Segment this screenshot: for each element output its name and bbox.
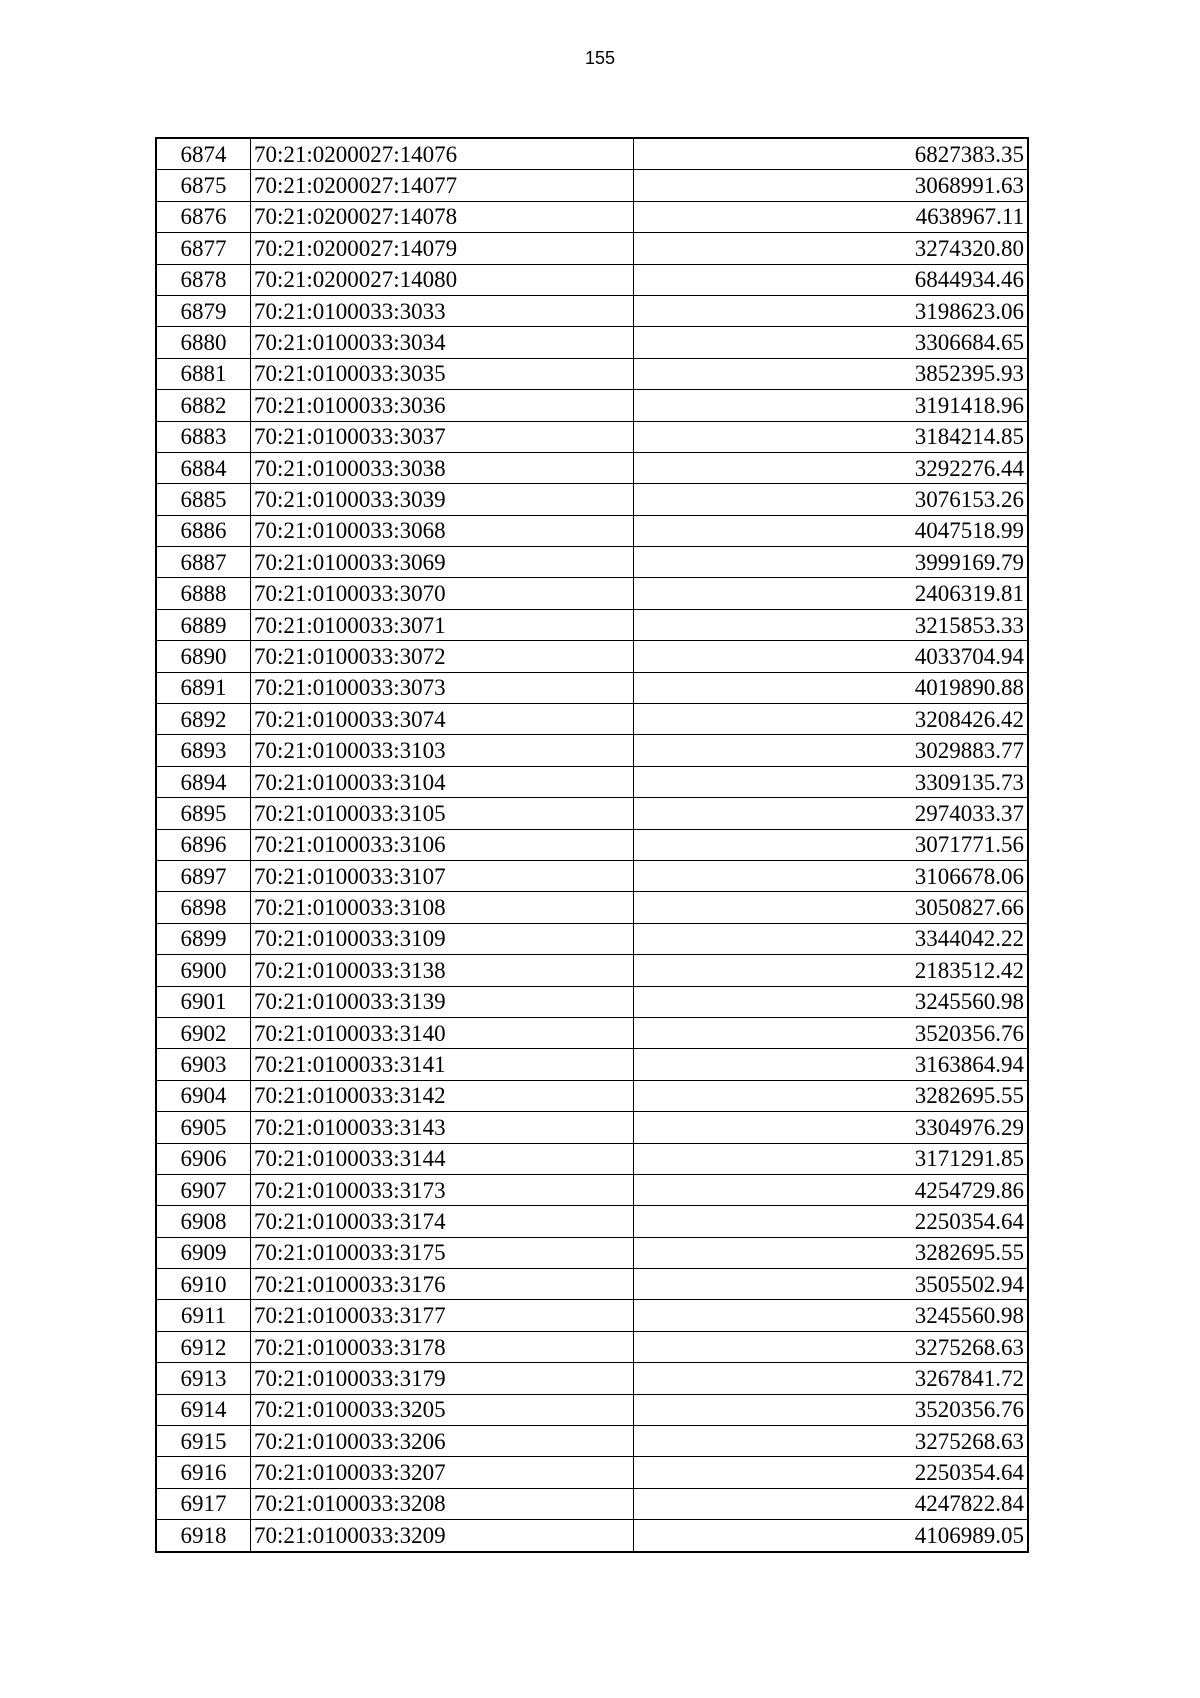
row-number-cell: 6875 xyxy=(156,170,251,201)
value-cell: 3274320.80 xyxy=(634,233,1029,264)
value-cell: 3267841.72 xyxy=(634,1363,1029,1394)
value-cell: 2406319.81 xyxy=(634,578,1029,609)
value-cell: 2250354.64 xyxy=(634,1457,1029,1488)
row-number-cell: 6889 xyxy=(156,609,251,640)
table-row xyxy=(156,1112,1028,1143)
cadastral-number-cell: 70:21:0100033:3033 xyxy=(251,295,634,326)
value-cell: 3245560.98 xyxy=(634,1300,1029,1331)
value-cell: 3309135.73 xyxy=(634,766,1029,797)
table-row xyxy=(156,1457,1028,1488)
cadastral-number-cell: 70:21:0200027:14080 xyxy=(251,264,634,295)
value-cell: 2183512.42 xyxy=(634,955,1029,986)
row-number-cell: 6901 xyxy=(156,986,251,1017)
cadastral-number-cell: 70:21:0100033:3107 xyxy=(251,860,634,891)
cadastral-number-cell: 70:21:0100033:3072 xyxy=(251,641,634,672)
value-cell: 3306684.65 xyxy=(634,327,1029,358)
table-row xyxy=(156,452,1028,483)
value-cell: 3208426.42 xyxy=(634,704,1029,735)
value-cell: 3184214.85 xyxy=(634,421,1029,452)
cadastral-number-cell: 70:21:0100033:3139 xyxy=(251,986,634,1017)
table-row xyxy=(156,295,1028,326)
table-row xyxy=(156,641,1028,672)
row-number-cell: 6908 xyxy=(156,1206,251,1237)
value-cell: 3282695.55 xyxy=(634,1080,1029,1111)
row-number-cell: 6896 xyxy=(156,829,251,860)
value-cell: 3304976.29 xyxy=(634,1112,1029,1143)
table-row xyxy=(156,201,1028,232)
row-number-cell: 6916 xyxy=(156,1457,251,1488)
table-row xyxy=(156,421,1028,452)
cadastral-number-cell: 70:21:0100033:3205 xyxy=(251,1394,634,1425)
table-row xyxy=(156,547,1028,578)
table-row xyxy=(156,892,1028,923)
value-cell: 4033704.94 xyxy=(634,641,1029,672)
row-number-cell: 6876 xyxy=(156,201,251,232)
row-number-cell: 6881 xyxy=(156,358,251,389)
table-row xyxy=(156,390,1028,421)
row-number-cell: 6897 xyxy=(156,860,251,891)
cadastral-number-cell: 70:21:0100033:3109 xyxy=(251,923,634,954)
cadastral-number-cell: 70:21:0100033:3035 xyxy=(251,358,634,389)
cadastral-number-cell: 70:21:0100033:3038 xyxy=(251,452,634,483)
cadastral-number-cell: 70:21:0100033:3176 xyxy=(251,1269,634,1300)
table-row xyxy=(156,1237,1028,1268)
value-cell: 3071771.56 xyxy=(634,829,1029,860)
row-number-cell: 6903 xyxy=(156,1049,251,1080)
cadastral-number-cell: 70:21:0100033:3073 xyxy=(251,672,634,703)
row-number-cell: 6900 xyxy=(156,955,251,986)
row-number-cell: 6888 xyxy=(156,578,251,609)
value-cell: 6827383.35 xyxy=(634,138,1029,170)
value-cell: 4254729.86 xyxy=(634,1174,1029,1205)
value-cell: 3999169.79 xyxy=(634,547,1029,578)
value-cell: 3282695.55 xyxy=(634,1237,1029,1268)
cadastral-number-cell: 70:21:0100033:3179 xyxy=(251,1363,634,1394)
cadastral-number-cell: 70:21:0100033:3037 xyxy=(251,421,634,452)
table-row xyxy=(156,1269,1028,1300)
cadastral-number-cell: 70:21:0100033:3177 xyxy=(251,1300,634,1331)
row-number-cell: 6874 xyxy=(156,138,251,170)
table-row xyxy=(156,735,1028,766)
row-number-cell: 6917 xyxy=(156,1488,251,1519)
value-cell: 4106989.05 xyxy=(634,1520,1029,1552)
table-row xyxy=(156,923,1028,954)
row-number-cell: 6913 xyxy=(156,1363,251,1394)
table-row xyxy=(156,798,1028,829)
cadastral-number-cell: 70:21:0100033:3034 xyxy=(251,327,634,358)
cadastral-number-cell: 70:21:0100033:3143 xyxy=(251,1112,634,1143)
row-number-cell: 6882 xyxy=(156,390,251,421)
cadastral-number-cell: 70:21:0100033:3138 xyxy=(251,955,634,986)
row-number-cell: 6909 xyxy=(156,1237,251,1268)
row-number-cell: 6880 xyxy=(156,327,251,358)
value-cell: 2250354.64 xyxy=(634,1206,1029,1237)
cadastral-number-cell: 70:21:0100033:3103 xyxy=(251,735,634,766)
row-number-cell: 6894 xyxy=(156,766,251,797)
page-number: 155 xyxy=(584,48,616,68)
row-number-cell: 6912 xyxy=(156,1331,251,1362)
row-number-cell: 6902 xyxy=(156,1017,251,1048)
cadastral-number-cell: 70:21:0100033:3108 xyxy=(251,892,634,923)
row-number-cell: 6878 xyxy=(156,264,251,295)
table-row xyxy=(156,1206,1028,1237)
table-row xyxy=(156,1394,1028,1425)
table-row xyxy=(156,264,1028,295)
value-cell: 3198623.06 xyxy=(634,295,1029,326)
row-number-cell: 6893 xyxy=(156,735,251,766)
value-cell: 3275268.63 xyxy=(634,1426,1029,1457)
value-cell: 4638967.11 xyxy=(634,201,1029,232)
row-number-cell: 6890 xyxy=(156,641,251,672)
value-cell: 2974033.37 xyxy=(634,798,1029,829)
table-row xyxy=(156,170,1028,201)
value-cell: 3050827.66 xyxy=(634,892,1029,923)
table-row xyxy=(156,986,1028,1017)
row-number-cell: 6895 xyxy=(156,798,251,829)
value-cell: 3191418.96 xyxy=(634,390,1029,421)
table-row xyxy=(156,233,1028,264)
cadastral-number-cell: 70:21:0200027:14078 xyxy=(251,201,634,232)
value-cell: 3068991.63 xyxy=(634,170,1029,201)
data-table xyxy=(155,137,1029,1553)
row-number-cell: 6904 xyxy=(156,1080,251,1111)
cadastral-number-cell: 70:21:0100033:3070 xyxy=(251,578,634,609)
table-row xyxy=(156,1174,1028,1205)
row-number-cell: 6911 xyxy=(156,1300,251,1331)
cadastral-number-cell: 70:21:0100033:3209 xyxy=(251,1520,634,1552)
value-cell: 6844934.46 xyxy=(634,264,1029,295)
table-row xyxy=(156,1363,1028,1394)
table-row xyxy=(156,860,1028,891)
cadastral-number-cell: 70:21:0100033:3074 xyxy=(251,704,634,735)
cadastral-number-cell: 70:21:0100033:3208 xyxy=(251,1488,634,1519)
row-number-cell: 6898 xyxy=(156,892,251,923)
value-cell: 3505502.94 xyxy=(634,1269,1029,1300)
cadastral-number-cell: 70:21:0100033:3142 xyxy=(251,1080,634,1111)
row-number-cell: 6899 xyxy=(156,923,251,954)
cadastral-number-cell: 70:21:0100033:3144 xyxy=(251,1143,634,1174)
table-row xyxy=(156,672,1028,703)
value-cell: 3076153.26 xyxy=(634,484,1029,515)
table-row xyxy=(156,578,1028,609)
value-cell: 4247822.84 xyxy=(634,1488,1029,1519)
cadastral-number-cell: 70:21:0100033:3105 xyxy=(251,798,634,829)
row-number-cell: 6905 xyxy=(156,1112,251,1143)
table-row xyxy=(156,955,1028,986)
table-row xyxy=(156,766,1028,797)
value-cell: 3275268.63 xyxy=(634,1331,1029,1362)
row-number-cell: 6879 xyxy=(156,295,251,326)
value-cell: 3106678.06 xyxy=(634,860,1029,891)
table-row xyxy=(156,1049,1028,1080)
row-number-cell: 6906 xyxy=(156,1143,251,1174)
row-number-cell: 6891 xyxy=(156,672,251,703)
table-row xyxy=(156,609,1028,640)
table-row xyxy=(156,138,1028,170)
cadastral-number-cell: 70:21:0100033:3141 xyxy=(251,1049,634,1080)
row-number-cell: 6914 xyxy=(156,1394,251,1425)
table-row xyxy=(156,704,1028,735)
value-cell: 3520356.76 xyxy=(634,1394,1029,1425)
table-row xyxy=(156,1520,1028,1552)
row-number-cell: 6883 xyxy=(156,421,251,452)
value-cell: 4019890.88 xyxy=(634,672,1029,703)
value-cell: 3163864.94 xyxy=(634,1049,1029,1080)
row-number-cell: 6885 xyxy=(156,484,251,515)
cadastral-number-cell: 70:21:0100033:3106 xyxy=(251,829,634,860)
table-row xyxy=(156,1080,1028,1111)
row-number-cell: 6918 xyxy=(156,1520,251,1552)
table-row xyxy=(156,1143,1028,1174)
row-number-cell: 6886 xyxy=(156,515,251,546)
value-cell: 3852395.93 xyxy=(634,358,1029,389)
cadastral-number-cell: 70:21:0100033:3104 xyxy=(251,766,634,797)
cadastral-number-cell: 70:21:0100033:3174 xyxy=(251,1206,634,1237)
cadastral-number-cell: 70:21:0100033:3175 xyxy=(251,1237,634,1268)
table-row xyxy=(156,829,1028,860)
table-row xyxy=(156,1300,1028,1331)
value-cell: 3215853.33 xyxy=(634,609,1029,640)
row-number-cell: 6887 xyxy=(156,547,251,578)
cadastral-number-cell: 70:21:0100033:3140 xyxy=(251,1017,634,1048)
cadastral-number-cell: 70:21:0100033:3207 xyxy=(251,1457,634,1488)
table-row xyxy=(156,1426,1028,1457)
table-row xyxy=(156,1331,1028,1362)
value-cell: 3520356.76 xyxy=(634,1017,1029,1048)
row-number-cell: 6892 xyxy=(156,704,251,735)
table-row xyxy=(156,515,1028,546)
table-row xyxy=(156,1017,1028,1048)
value-cell: 4047518.99 xyxy=(634,515,1029,546)
cadastral-number-cell: 70:21:0100033:3039 xyxy=(251,484,634,515)
cadastral-number-cell: 70:21:0200027:14079 xyxy=(251,233,634,264)
value-cell: 3344042.22 xyxy=(634,923,1029,954)
row-number-cell: 6884 xyxy=(156,452,251,483)
row-number-cell: 6915 xyxy=(156,1426,251,1457)
cadastral-number-cell: 70:21:0100033:3069 xyxy=(251,547,634,578)
cadastral-number-cell: 70:21:0100033:3173 xyxy=(251,1174,634,1205)
cadastral-number-cell: 70:21:0100033:3206 xyxy=(251,1426,634,1457)
cadastral-number-cell: 70:21:0100033:3071 xyxy=(251,609,634,640)
row-number-cell: 6877 xyxy=(156,233,251,264)
value-cell: 3292276.44 xyxy=(634,452,1029,483)
table-row xyxy=(156,484,1028,515)
cadastral-number-cell: 70:21:0100033:3178 xyxy=(251,1331,634,1362)
table-row xyxy=(156,358,1028,389)
cadastral-number-cell: 70:21:0100033:3068 xyxy=(251,515,634,546)
value-cell: 3245560.98 xyxy=(634,986,1029,1017)
value-cell: 3029883.77 xyxy=(634,735,1029,766)
cadastral-number-cell: 70:21:0100033:3036 xyxy=(251,390,634,421)
value-cell: 3171291.85 xyxy=(634,1143,1029,1174)
row-number-cell: 6910 xyxy=(156,1269,251,1300)
table-row xyxy=(156,327,1028,358)
cadastral-number-cell: 70:21:0200027:14077 xyxy=(251,170,634,201)
table-row xyxy=(156,1488,1028,1519)
cadastral-number-cell: 70:21:0200027:14076 xyxy=(251,138,634,170)
table-body xyxy=(156,138,1028,1552)
row-number-cell: 6907 xyxy=(156,1174,251,1205)
